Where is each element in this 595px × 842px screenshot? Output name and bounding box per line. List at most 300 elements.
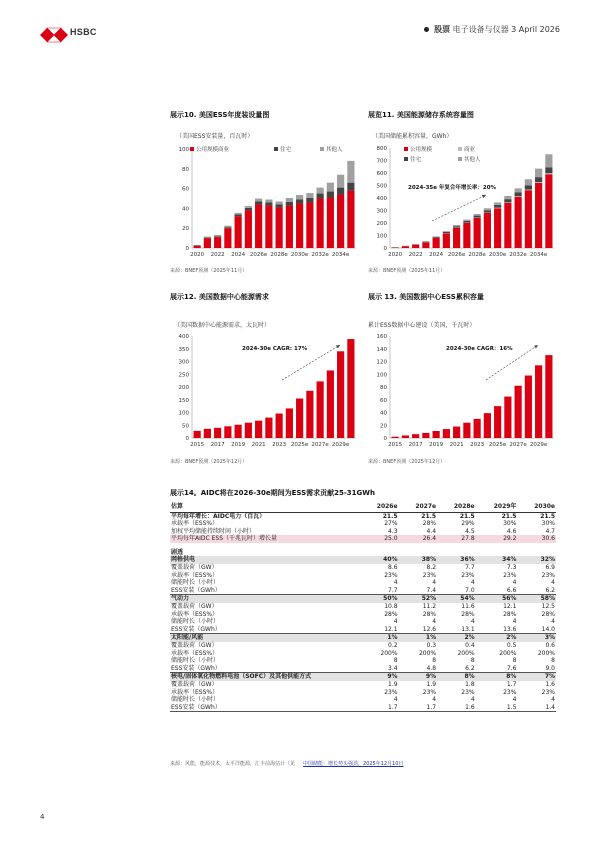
bar-2021: [402, 246, 409, 248]
y-tick-label: 150: [178, 397, 189, 404]
table-row: [170, 642, 556, 650]
row-label: 太阳能/风能: [170, 634, 360, 642]
bar-2022: [265, 418, 272, 438]
bar-2025e: [494, 406, 501, 438]
row-value: 1%: [399, 634, 438, 642]
row-value: 12.5: [541, 603, 555, 611]
table-row: [170, 626, 556, 634]
table-source-link[interactable]: 中国储能：增长势头强劲，2025年12月10日: [303, 761, 404, 767]
row-value: 0.4: [465, 642, 475, 649]
bar-2035e: [545, 167, 552, 173]
chart-source: 来源：BNEF预测（2025年12月）: [368, 459, 446, 465]
bar-2024: [433, 238, 440, 248]
x-tick-label: 2029e: [529, 442, 548, 448]
x-tick-label: 2029e: [331, 442, 350, 448]
column-header-year: 2027e: [399, 503, 438, 512]
x-tick-label: 2028e: [270, 252, 288, 258]
row-value: 2%: [476, 634, 518, 642]
x-tick-label: 2021: [449, 442, 464, 448]
bar-2035e: [347, 191, 354, 248]
bar-2029e: [484, 213, 491, 214]
row-label: 储能时长（小时）: [171, 618, 220, 626]
row-label: 覆盖载荷（GW）: [171, 603, 218, 611]
bar-2025e: [245, 206, 252, 208]
bar-2028e: [474, 218, 481, 219]
bar-2029e: [535, 365, 542, 438]
bar-2020: [392, 248, 399, 249]
aidc-ess-table: [170, 503, 556, 712]
chart-us-dc-energy-demand: [170, 292, 362, 472]
y-tick-label: 140: [376, 346, 387, 353]
row-label: 平均每年增长：AIDC电力（百瓦）: [171, 512, 266, 520]
chart-source: 来源：BNEF预测（2025年11月）: [368, 268, 446, 274]
row-value: 9.0: [517, 665, 556, 673]
x-tick-label: 2022: [210, 252, 225, 258]
bar-2030e: [296, 195, 303, 199]
legend-label: 商业: [464, 147, 476, 153]
row-value: 28%: [422, 520, 437, 528]
bar-2028e: [276, 201, 283, 204]
row-value: 0.6: [545, 642, 555, 649]
row-value: 1.9: [388, 680, 398, 688]
x-tick-label: 2034e: [331, 252, 350, 258]
bar-2023: [474, 419, 481, 438]
row-value: 4: [393, 618, 398, 626]
bar-2030e: [347, 339, 354, 438]
bar-2028e: [276, 207, 283, 248]
y-tick-label: 0: [383, 246, 387, 252]
table-row: [170, 665, 556, 673]
bar-2028e: [276, 204, 283, 207]
legend-label: 其他人: [326, 147, 343, 153]
bar-2025e: [443, 233, 450, 248]
bar-2024: [235, 213, 242, 214]
table-row: [170, 603, 556, 611]
bar-2034e: [337, 188, 344, 195]
bar-2032e: [515, 193, 522, 197]
row-value: 56%: [476, 595, 518, 603]
row-value: 4: [393, 696, 398, 704]
y-tick-label: 100: [178, 410, 189, 417]
table-row: [170, 696, 556, 704]
row-label: 承载率（ESS%）: [171, 649, 219, 657]
chart-title: 展览11. 美国能源储存系统容量图: [368, 111, 474, 119]
row-value: 23%: [503, 688, 517, 696]
legend-label: 其他人: [464, 157, 481, 163]
bar-2029e: [484, 210, 491, 212]
row-value: 4.4: [426, 527, 437, 535]
row-value: 6.2: [517, 587, 556, 595]
bar-2030e: [296, 199, 303, 203]
row-value: 13.6: [476, 626, 518, 634]
row-label: ESS安装（GWh）: [170, 587, 360, 595]
bar-2030e: [494, 202, 501, 205]
bar-2019: [235, 425, 242, 438]
row-value: 28%: [461, 610, 475, 618]
chart-us-dc-ess-cumulative: [368, 292, 560, 472]
table-source: [170, 760, 403, 767]
x-tick-label: 2028e: [468, 252, 486, 258]
row-value: [399, 549, 438, 557]
legend-swatch: [274, 147, 278, 151]
x-tick-label: 2022: [408, 252, 423, 258]
row-value: 21.5: [501, 512, 517, 520]
bar-2031e: [306, 198, 313, 202]
chart-annotation: 2024-35e 年复合年增长率：20%: [408, 185, 497, 191]
row-value: 4: [432, 696, 437, 704]
row-value: 23%: [461, 571, 475, 579]
row-value: 4: [432, 579, 437, 587]
table-row: [170, 512, 556, 520]
bar-2025e: [296, 398, 303, 438]
y-tick-label: 40: [182, 206, 189, 213]
x-tick-label: 2025e: [290, 442, 309, 448]
y-tick-label: 50: [182, 423, 189, 430]
header-section: [424, 24, 560, 35]
bar-2016: [402, 435, 409, 438]
bar-2023: [224, 228, 231, 248]
row-label: 承载率（ESS%）: [171, 610, 219, 618]
row-label: 覆盖载荷（GW）: [171, 642, 218, 649]
bar-2034e: [535, 183, 542, 248]
row-value: 1.7: [360, 704, 399, 712]
chart-us-ess-cumulative: [368, 110, 560, 276]
bar-2031e: [306, 202, 313, 248]
row-value: 3%: [517, 634, 556, 642]
bar-2033e: [525, 185, 532, 189]
row-value: [437, 549, 476, 557]
table-row: [170, 595, 556, 603]
y-tick-label: 200: [376, 221, 387, 227]
legend-label: 住宅: [410, 157, 422, 163]
table-row: [170, 587, 556, 595]
bar-2033e: [525, 179, 532, 185]
logo-wordmark: HSBC: [70, 27, 97, 37]
bar-2029e: [484, 208, 491, 210]
x-tick-label: 2015: [388, 442, 403, 448]
row-label: 平均每年AIDC ESS（千兆瓦时）增长量: [170, 535, 360, 543]
chart-subtitle: （美国ESS安装量，百瓦时）: [176, 133, 254, 140]
row-value: 23%: [384, 688, 398, 696]
row-value: 7%: [517, 673, 556, 681]
x-tick-label: 2020: [388, 252, 403, 258]
bar-2033e: [327, 192, 334, 198]
row-value: 200%: [380, 649, 398, 657]
y-tick-label: 0: [383, 436, 387, 442]
row-value: 12.1: [503, 603, 517, 611]
bar-2032e: [515, 196, 522, 197]
row-value: 200%: [418, 649, 437, 657]
row-value: 6.9: [545, 564, 555, 572]
bar-2028e: [525, 376, 532, 438]
y-tick-label: 20: [182, 226, 189, 233]
bar-2026e: [255, 204, 262, 248]
row-label: 加权平均储能持续时间（小时）: [171, 527, 256, 535]
chart-title: 展示12. 美国数据中心能源需求: [170, 293, 269, 301]
bar-2025e: [245, 208, 252, 210]
x-tick-label: 2025e: [488, 442, 507, 448]
chart-source: 来源：BNEF预测（2025年11月）: [170, 268, 248, 274]
bar-2032e: [317, 194, 324, 199]
table-row: [170, 673, 556, 681]
chart-subtitle: （美国数据中心能源需求，太瓦时）: [174, 322, 271, 329]
x-tick-label: 2027e: [311, 442, 329, 448]
row-value: 29.2: [476, 535, 518, 543]
bar-2025e: [443, 232, 450, 233]
y-tick-label: 300: [376, 208, 387, 215]
row-value: 6.2: [437, 665, 476, 673]
column-header-year: 2030e: [517, 503, 556, 512]
chart-plot: [368, 332, 560, 460]
row-value: [476, 549, 518, 557]
bar-2029e: [337, 351, 344, 438]
bar-2030e: [545, 355, 552, 438]
bar-2018: [224, 426, 231, 438]
table-row: [170, 572, 556, 580]
bar-2030e: [494, 205, 501, 208]
bar-2022: [214, 236, 221, 237]
row-value: 1%: [360, 634, 399, 642]
row-value: 3.4: [360, 665, 399, 673]
chart-plot: [170, 332, 362, 460]
bar-2030e: [296, 203, 303, 248]
y-tick-label: 600: [376, 171, 387, 177]
bar-2032e: [515, 188, 522, 192]
x-tick-label: 2015: [190, 442, 205, 448]
bar-2024: [433, 236, 440, 237]
bar-2017: [412, 434, 419, 438]
legend-swatch: [190, 147, 194, 151]
header-category: 股票: [434, 25, 451, 34]
bar-2024: [286, 408, 293, 438]
bar-2031e: [504, 202, 511, 203]
y-tick-label: 350: [178, 346, 189, 353]
page-number: 4: [40, 813, 45, 821]
y-tick-label: 700: [376, 158, 387, 165]
row-value: 0.5: [506, 642, 517, 649]
row-value: 1.6: [545, 680, 555, 688]
bar-2032e: [317, 188, 324, 194]
table-row: [170, 704, 556, 712]
bar-2026e: [255, 199, 262, 202]
bar-2023: [224, 227, 231, 228]
bar-2034e: [337, 195, 344, 248]
row-value: 7.6: [476, 665, 518, 673]
bar-2016: [204, 429, 211, 438]
bar-2022: [214, 237, 221, 248]
row-value: 32%: [517, 556, 556, 564]
row-value: 8: [512, 657, 517, 665]
table-row: [170, 564, 556, 572]
y-tick-label: 300: [178, 359, 189, 366]
bar-2021: [204, 237, 211, 238]
bar-2033e: [327, 198, 334, 248]
row-value: 23%: [541, 688, 555, 696]
row-value: 4: [470, 696, 475, 704]
row-value: 4: [512, 579, 517, 587]
bar-2028e: [327, 370, 334, 438]
column-header-year: 2026e: [360, 503, 399, 512]
row-value: 14.0: [517, 626, 556, 634]
row-value: 7.7: [360, 587, 399, 595]
bar-2034e: [535, 182, 542, 183]
bar-2028e: [474, 218, 481, 248]
x-tick-label: 2032e: [311, 252, 329, 258]
row-value: 58%: [517, 595, 556, 603]
column-header-label: 估算: [170, 503, 360, 512]
row-value: 11.2: [422, 603, 437, 611]
x-tick-label: 2017: [408, 442, 423, 448]
y-tick-label: 60: [380, 397, 387, 404]
row-value: 8: [551, 657, 555, 665]
header-section-text: 电子设备与仪器 3 April 2026: [452, 25, 560, 34]
row-value: 4: [432, 618, 437, 626]
y-tick-label: 60: [182, 186, 189, 193]
row-value: 29%: [461, 520, 475, 528]
y-tick-label: 500: [376, 183, 387, 190]
chart-annotation: 2024-30e CAGR：16%: [446, 346, 513, 352]
row-value: 1.5: [476, 704, 518, 712]
row-value: 10.8: [384, 603, 398, 611]
chart-us-ess-annual: [170, 110, 362, 276]
row-value: 1.9: [426, 680, 437, 688]
row-value: 23%: [461, 688, 475, 696]
x-tick-label: 2032e: [509, 252, 527, 258]
row-value: 200%: [499, 649, 517, 657]
bar-2015: [392, 437, 399, 438]
row-value: 30%: [503, 520, 517, 528]
bar-2023: [276, 414, 283, 438]
bar-2034e: [337, 175, 344, 188]
row-label: 网格供电: [170, 556, 360, 564]
y-tick-label: 400: [376, 196, 387, 202]
bar-2018: [422, 433, 429, 438]
bar-2024: [235, 214, 242, 216]
bar-2031e: [504, 196, 511, 199]
chart-subtitle: （美国储能累积容量，GWh）: [372, 133, 453, 140]
row-value: 13.1: [437, 626, 476, 634]
bar-2023: [422, 242, 429, 248]
row-value: 12.1: [360, 626, 399, 634]
y-tick-label: 0: [185, 246, 189, 252]
row-value: 50%: [360, 595, 399, 603]
row-value: 27%: [384, 520, 398, 528]
bar-2023: [422, 242, 429, 243]
row-value: 23%: [422, 571, 437, 579]
y-tick-label: 80: [380, 385, 387, 391]
row-value: 4: [551, 579, 555, 587]
column-header-year: 2028e: [437, 503, 476, 512]
bar-2019: [433, 431, 440, 438]
bar-2027e: [463, 221, 470, 223]
page-header: [40, 24, 560, 44]
row-value: 28%: [541, 610, 555, 618]
row-value: 2%: [437, 634, 476, 642]
row-label: 承载率（ESS%）: [171, 688, 219, 696]
bar-2035e: [347, 161, 354, 183]
row-value: 27.8: [437, 535, 476, 543]
legend-label: 住宅: [280, 147, 292, 153]
bar-2027e: [515, 386, 522, 438]
row-value: 34%: [476, 556, 518, 564]
row-value: 1.6: [437, 704, 476, 712]
row-label: 储能时长（小时）: [171, 579, 220, 587]
bar-2017: [214, 428, 221, 438]
row-value: 7.4: [399, 587, 438, 595]
row-label: ESS安装（GWh）: [170, 704, 360, 712]
bar-2031e: [504, 199, 511, 202]
row-value: 7.3: [506, 564, 517, 572]
bar-2015: [194, 431, 201, 438]
x-tick-label: 2019: [231, 442, 246, 448]
x-tick-label: 2023: [272, 442, 287, 448]
row-value: 12.6: [399, 626, 438, 634]
x-tick-label: 2024: [429, 252, 444, 258]
legend-label: 公用规模: [410, 147, 433, 153]
bar-2020: [443, 429, 450, 438]
row-value: 4: [393, 579, 398, 587]
x-tick-label: 2034e: [529, 252, 548, 258]
row-value: 6.6: [476, 587, 518, 595]
bar-2030e: [494, 208, 501, 248]
bar-2027e: [265, 205, 272, 248]
row-value: 4: [551, 696, 555, 704]
bar-2031e: [504, 203, 511, 248]
chart-annotation: 2024-30e CAGR: 17%: [242, 346, 308, 352]
row-value: 4: [512, 696, 517, 704]
row-value: 28%: [422, 610, 437, 618]
table-source-text: 来源：风能，能源技术，太平洋能源，汇丰前海估计（见: [170, 761, 296, 767]
bar-2034e: [535, 177, 542, 182]
bar-2026e: [306, 391, 313, 438]
y-tick-label: 160: [376, 334, 387, 340]
bar-2027e: [463, 223, 470, 248]
row-value: 8.2: [426, 564, 437, 572]
table-row: [170, 634, 556, 642]
table-row: [170, 579, 556, 587]
row-value: 38%: [399, 556, 438, 564]
row-value: 7.0: [437, 587, 476, 595]
legend-swatch: [404, 157, 408, 161]
bar-2028e: [474, 216, 481, 218]
row-value: 21.5: [382, 512, 398, 520]
row-value: 25.0: [360, 535, 399, 543]
table-row: [170, 520, 556, 528]
row-value: 21.5: [421, 512, 437, 520]
legend-swatch: [320, 147, 324, 151]
arrow-head: [336, 345, 340, 348]
bar-2021: [255, 421, 262, 438]
row-value: 1.4: [517, 704, 556, 712]
bar-2032e: [317, 199, 324, 249]
row-value: 1.8: [465, 680, 475, 688]
bar-2027e: [463, 220, 470, 221]
y-tick-label: 0: [185, 436, 189, 442]
bar-2031e: [306, 193, 313, 198]
bar-2027e: [265, 199, 272, 202]
chart-plot: [170, 144, 362, 272]
row-value: 8%: [476, 673, 518, 681]
row-label: 核电/固体氧化物燃料电池（SOFC）及其他供能方式: [170, 673, 360, 681]
x-tick-label: 2024: [231, 252, 246, 258]
row-value: 23%: [384, 571, 398, 579]
row-label: 气动力: [170, 595, 360, 603]
row-label: 剧透: [171, 548, 184, 556]
bar-2026e: [504, 397, 511, 438]
legend-swatch: [458, 157, 462, 161]
row-value: 4: [470, 618, 475, 626]
row-value: 40%: [360, 556, 399, 564]
